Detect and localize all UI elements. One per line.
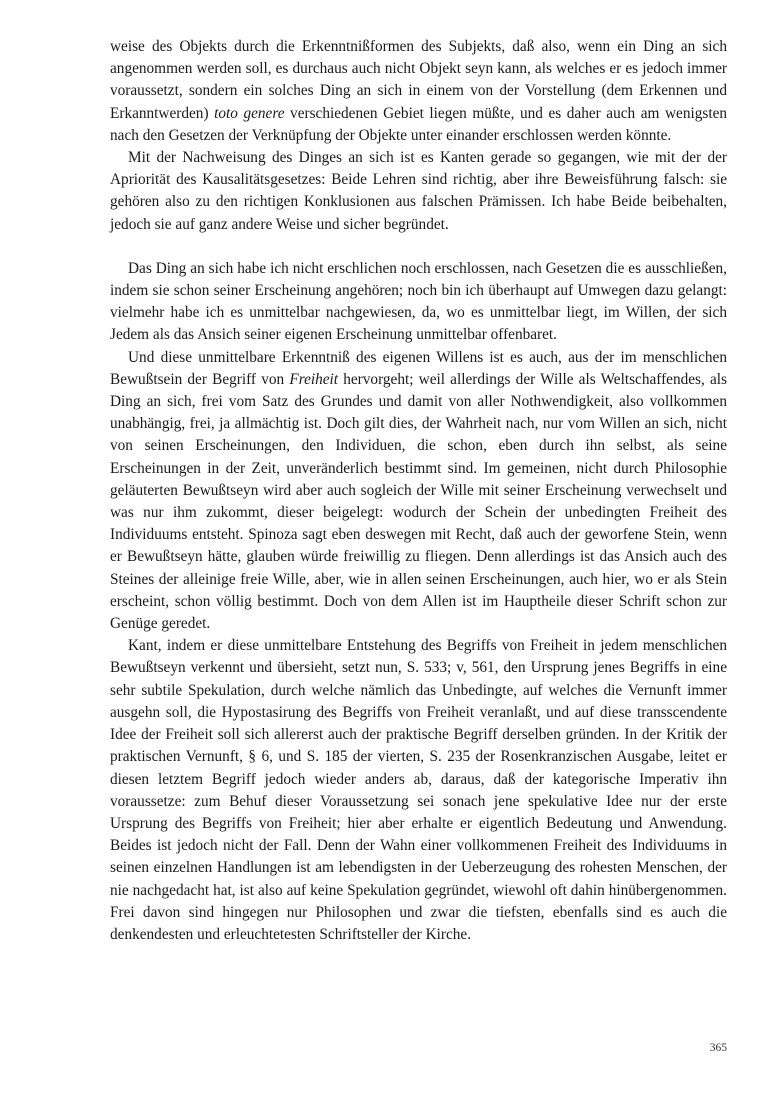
text-run-italic: toto genere [214, 104, 285, 122]
text-run: weise des Objekts durch die Erkenntnißformen des Subjekts, daß also, wenn ein Ding an sich angenommen werden soll, es durchaus auch nicht Objekt seyn kann, als welches er es jedoch immer voraussetzt, sondern ein solches Ding an sich in einem von der Vorstellung (dem Erkennen und Erkanntwerden) [110, 38, 727, 122]
text-run: Mit der Nachweisung des Dinges an sich ist es Kanten gerade so gegangen, wie mit der der Apriorität des Kausalitätsgesetzes: Beide Lehren sind richtig, aber ihre Beweisführung falsch: sie gehören also zu den richtigen Konklusionen aus falschen Prämissen. Ich habe Beide beibehalten, jedoch sie auf ganz andere Weise und sicher begründet. [110, 149, 727, 233]
text-run: Das Ding an sich habe ich nicht erschlichen noch erschlossen, nach Gesetzen die es ausschließen, indem sie schon seiner Erscheinung angehören; noch bin ich überhaupt auf Umwegen dazu gelangt: vielmehr habe ich es unmittelbar nachgewiesen, da, wo es unmittelbar liegt, im Willen, der sich Jedem als das Ansich seiner eigenen Erscheinung unmittelbar offenbaret. [110, 259, 727, 344]
text-run: hervorgeht; weil allerdings der Wille als Weltschaffendes, als Ding an sich, frei vom Satz des Grundes und damit von aller Nothwendigkeit, also vollkommen unabhängig, frei, ja allmächtig ist. Doch gilt dies, der Wahrheit nach, nur vom Willen an sich, nicht von seinen Erscheinungen, den Individuen, die schon, eben durch ihn selbst, als seine Erscheinungen in der Zeit, unveränderlich bestimmt sind. Im gemeinen, nicht durch Philosophie geläuterten Bewußtseyn wird aber auch sogleich der Wille mit seiner Erscheinung verwechselt und was nur ihm zukommt, dieser beigelegt: wodurch der Schein der unbedingten Freiheit des Individuums entsteht. Spinoza sagt eben deswegen mit Recht, daß auch der geworfene Stein, wenn er Bewußtseyn hätte, glauben würde freiwillig zu fliegen. Denn allerdings ist das Ansich auch des Steines der alleinige freie Wille, aber, wie in allen seinen Erscheinungen, auch hier, wo er als Stein erscheint, schon völlig bestimmt. Doch von dem Allen ist im Hauptheile dieser Schrift schon zur Genüge geredet. [110, 370, 727, 633]
paragraph-3 [110, 258, 727, 347]
text-run: Kant, indem er diese unmittelbare Entstehung des Begriffs von Freiheit in jedem menschlichen Bewußtseyn verkennt und übersieht, setzt nun, S. 533; v, 561, den Ursprung jenes Begriffs in eine sehr subtile Spekulation, durch welche nämlich das Unbedingte, auf welches die Vernunft immer ausgehn soll, die Hypostasirung des Begriffs von Freiheit veranlaßt, und auf diese transscendente Idee der Freiheit soll sich allererst auch der praktische Begriff derselben gründen. In der Kritik der praktischen Vernunft, § 6, und S. 185 der vierten, S. 235 der Rosenkranzischen Ausgabe, leitet er diesen letztem Begriff jedoch wieder anders ab, daraus, daß der kategorische Imperativ ihn voraussetze: zum Behuf dieser Voraussetzung sei sonach jene spekulative Idee nur der erste Ursprung des Begriffs von Freiheit; hier aber erhalte er eigentlich Bedeutung und Anwendung. Beides ist jedoch nicht der Fall. Denn der Wahn einer vollkommenen Freiheit des Individuums in seinen einzelnen Handlungen ist am lebendigsten in der Ueberzeugung des rohesten Menschen, der nie nachgedacht hat, ist also auf keine Spekulation gegründet, wiewohl oft dahin hinübergenommen. Frei davon sind hingegen nur Philosophen und zwar die tiefsten, ebenfalls sind es auch die denkendesten und erleuchtetesten Schriftsteller der Kirche. [110, 637, 727, 943]
paragraph-2 [110, 147, 727, 236]
page-body [110, 36, 727, 946]
paragraph-5 [110, 635, 727, 946]
paragraph-4 [110, 347, 727, 636]
text-run: verschiedenen Gebiet liegen müßte, und es daher auch am wenigsten nach den Gesetzen der Verknüpfung der Objekte unter einander erschlossen werden könnte. [110, 104, 728, 144]
page-number: 365 [709, 1042, 727, 1054]
paragraph-1 [110, 36, 727, 147]
text-run-italic: Freiheit [289, 370, 339, 388]
text-run: Und diese unmittelbare Erkenntniß des eigenen Willens ist es auch, aus der im menschlichen Bewußtsein der Begriff von [110, 348, 727, 388]
